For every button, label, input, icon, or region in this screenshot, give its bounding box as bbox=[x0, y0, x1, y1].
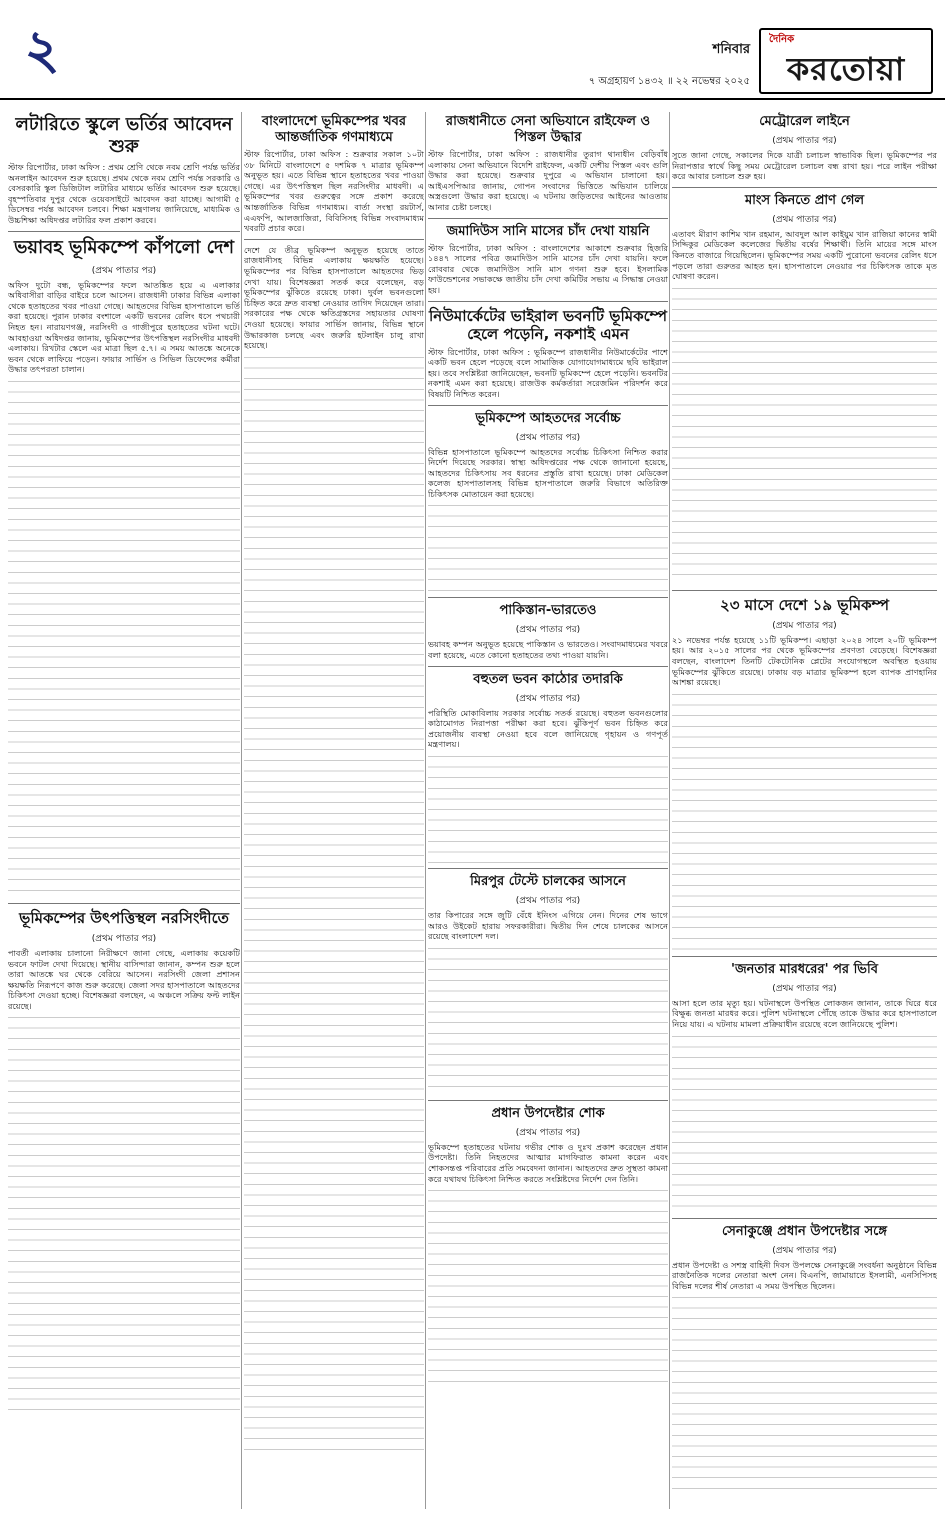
logo-small-text: দৈনিক bbox=[769, 34, 795, 45]
article-body: স্টাফ রিপোর্টার, ঢাকা অফিস : বাংলাদেশের আকাশে শুক্রবার হিজরি ১৪৪৭ সালের পবিত্র জমাদিউস সানি মাসের চাঁদ দেখা যায়নি। ফলে রোববার থেকে জমাদিউস সানি মাস গণনা শুরু হবে। ইসলামিক ফাউন্ডেশনের সভাকক্ষে জাতীয় চাঁদ দেখা কমিটির সভায় এ সিদ্ধান্ত নেওয়া হয়। bbox=[428, 242, 668, 295]
article-body: সুতে জানা গেছে, সকালের দিকে যাত্রী চলাচল স্বাভাবিক ছিল। ভূমিকম্পের পর নিরাপত্তার স্বার্থে কিছু সময় মেট্রোরেল চলাচল বন্ধ রাখা হয়। পরে লাইন পরীক্ষা করে আবার চলাচল শুরু হয়। bbox=[672, 150, 937, 182]
text-continuation bbox=[672, 691, 937, 951]
text-continuation bbox=[672, 285, 937, 585]
column-1 bbox=[8, 112, 240, 1509]
continued-label: (প্রথম পাতার পর) bbox=[515, 625, 581, 636]
text-continuation bbox=[244, 354, 424, 1454]
continued-label: (প্রথম পাতার পর) bbox=[772, 136, 837, 146]
text-continuation bbox=[672, 1294, 937, 1494]
continued-label: (প্রথম পাতার পর) bbox=[515, 1127, 581, 1138]
text-continuation bbox=[428, 753, 668, 863]
continued-label: (প্রথম পাতার পর) bbox=[91, 933, 157, 944]
headline-mirpur-test: মিরপুর টেস্টে চালকের আসনে bbox=[470, 874, 626, 890]
headline-pakistan-india: পাকিস্তান-ভারতেও bbox=[499, 603, 597, 619]
headline-mob-beating: 'জনতার মারধরের' পর ভিবি bbox=[731, 961, 878, 977]
article-body: স্টাফ রিপোর্টার, ঢাকা অফিস : প্রথম শ্রেণি থেকে নবম শ্রেণি পর্যন্ত ভর্তির অনলাইন আবেদন শুরু হয়েছে। প্রথম থেকে নবম শ্রেণি পর্যন্ত সরকারি ও বেসরকারি স্কুল ডিজিটাল লটারির মাধ্যমে ভর্তির আবেদন শুরু হয়েছে। বৃহস্পতিবার দুপুর থেকে ওয়েবসাইটে আবেদন করা যাচ্ছে। আগামী ৫ ডিসেম্বর পর্যন্ত আবেদন চলবে। শিক্ষা মন্ত্রণালয় জানিয়েছে, মাধ্যমিক ও উচ্চশিক্ষা অধিদপ্তর লটারির ফল প্রকাশ করবে। bbox=[8, 162, 240, 225]
masthead bbox=[0, 0, 945, 112]
article-body: ভয়াবহ কম্পন অনুভূত হয়েছে পাকিস্তান ও ভারতেও। সংবাদমাধ্যমের খবরে বলা হয়েছে, এতে কোনো হতাহতের তথ্য পাওয়া যায়নি। bbox=[428, 639, 668, 661]
article-body: স্টাফ রিপোর্টার, ঢাকা অফিস : রাজধানীর তুরাগ থানাধীন বেড়িবাঁধ এলাকায় সেনা অভিযানে বিদেশি রাইফেল, একটি দেশীয় পিস্তল এবং গুলি উদ্ধার করা হয়েছে। শুক্রবার দুপুরে এ অভিযান চালানো হয়। আইএসপিআর জানায়, গোপন সংবাদের ভিত্তিতে অভিযান চালিয়ে অস্ত্রগুলো উদ্ধার করা হয়েছে। এ ঘটনায় জড়িতদের আইনের আওতায় আনার চেষ্টা চলছে। bbox=[428, 149, 668, 212]
article-body: দেশে যে তীব্র ভূমিকম্প অনুভূত হয়েছে তাতে রাজধানীসহ বিভিন্ন এলাকায় ক্ষয়ক্ষতি হয়েছে। ভূমিকম্পের পর বিভিন্ন হাসপাতালে আহতদের ভিড় দেখা যায়। বিশেষজ্ঞরা সতর্ক করে বলেছেন, বড় ভূমিকম্পের ঝুঁকিতে রয়েছে ঢাকা। দুর্বল ভবনগুলো চিহ্নিত করে দ্রুত ব্যবস্থা নেওয়ার তাগিদ দিয়েছেন তারা। সরকারের পক্ষ থেকে ক্ষতিগ্রস্তদের সহায়তার ঘোষণা দেওয়া হয়েছে। ফায়ার সার্ভিস জানায়, বিভিন্ন স্থানে উদ্ধারকাজ চলছে এবং জরুরি হটলাইন চালু রাখা হয়েছে। bbox=[244, 244, 424, 351]
divider bbox=[672, 956, 937, 957]
divider bbox=[672, 1218, 937, 1219]
text-continuation bbox=[428, 1187, 668, 1387]
headline-highrise-oversight: বহুতল ভবন কাঠোর তদারকি bbox=[473, 671, 623, 687]
column-3 bbox=[428, 112, 668, 1509]
continued-label: (প্রথম পাতার পর) bbox=[91, 265, 157, 276]
divider bbox=[672, 187, 937, 188]
divider bbox=[428, 666, 668, 667]
divider bbox=[428, 868, 668, 869]
page-number: ২ bbox=[24, 17, 60, 81]
dateline: ৭ অগ্রহায়ণ ১৪৩২ ॥ ২২ নভেম্বর ২০২৫ bbox=[588, 76, 750, 87]
headline-epicenter-narsingdi: ভূমিকম্পের উৎপত্তিস্থল নরসিংদীতে bbox=[19, 908, 229, 927]
divider bbox=[672, 590, 937, 591]
column-divider bbox=[669, 112, 670, 1509]
weekday: শনিবার bbox=[712, 42, 750, 57]
divider bbox=[428, 301, 668, 302]
article-body: এতাবৎ মীরাণ কাশিম খান রহমান, আবদুল আল কাইয়ুম খান রাজিয়া কানের স্বামী সিদ্দিকুর মেডিকেল কলেজের দ্বিতীয় বর্ষের শিক্ষার্থী। তিনি মায়ের সঙ্গে মাংস কিনতে বাজারে গিয়েছিলেন। ভূমিকম্পের সময় একটি পুরোনো ভবনের রেলিং ধসে পড়লে তারা গুরুতর আহত হন। হাসপাতালে নেওয়ার পর চিকিৎসক তাকে মৃত ঘোষণা করেন। bbox=[672, 228, 937, 282]
article-body: প্রধান উপদেষ্টা ও সশস্ত্র বাহিনী দিবস উপলক্ষে সেনাকুঞ্জে সংবর্ধনা অনুষ্ঠানে বিভিন্ন রাজনৈতিক দলের নেতারা অংশ নেন। বিএনপি, জামায়াতে ইসলামী, এনসিপিসহ বিভিন্ন দলের শীর্ষ নেতারা এ সময় উপস্থিত ছিলেন। bbox=[672, 1259, 937, 1291]
article-body: পাবর্তী এলাকায় চালানো নিরীক্ষণে জানা গেছে, এলাকায় কয়েকটি ভবনে ফাটল দেখা দিয়েছে। স্থানীয় বাসিন্দারা জানান, কম্পন শুরু হলে তারা আতঙ্কে ঘর থেকে বেরিয়ে আসেন। নরসিংদী জেলা প্রশাসন ক্ষয়ক্ষতি নিরূপণে কাজ শুরু করেছে। জেলা সদর হাসপাতালে আহতদের চিকিৎসা দেওয়া হচ্ছে। বিশেষজ্ঞরা বলছেন, এ অঞ্চলে সক্রিয় ফল্ট লাইন রয়েছে। bbox=[8, 947, 240, 1011]
divider bbox=[428, 405, 668, 406]
headline-lottery-admission: লটারিতে স্কুলে ভর্তির আবেদন শুরু bbox=[15, 114, 233, 157]
article-body: অফিস দুটো বন্ধ, ভূমিকম্পের ফলে আতঙ্কিত হয়ে এ এলাকার অধিবাসীরা বাড়ির বাইরে চলে আসেন। রাজধানী ঢাকার বিভিন্ন এলাকা থেকে হতাহতের খবর পাওয়া গেছে। আহতদের বিভিন্ন হাসপাতালে ভর্তি করা হয়েছে। পুরান ঢাকার বংশালে একটি ভবনের রেলিং ধসে পথচারী নিহত হন। নারায়ণগঞ্জ, নরসিংদী ও গাজীপুরে হতাহতের ঘটনা ঘটে। আবহাওয়া অধিদপ্তর জানায়, ভূমিকম্পের উৎপত্তিস্থল নরসিংদীর মাধবদী এলাকায়। রিখটার স্কেলে এর মাত্রা ছিল ৫.৭। এ সময় আতঙ্কে অনেকে ভবন থেকে লাফিয়ে পড়েন। ফায়ার সার্ভিস ও সিভিল ডিফেন্সের কর্মীরা উদ্ধার তৎপরতা চালান। bbox=[8, 279, 240, 375]
article-body: স্টাফ রিপোর্টার, ঢাকা অফিস : শুক্রবার সকাল ১০টা ৩৮ মিনিটে বাংলাদেশে ৫ দশমিক ৭ মাত্রার ভূমিকম্প অনুভূত হয়। এতে বিভিন্ন স্থানে হতাহতের খবর পাওয়া গেছে। এর উৎপত্তিস্থল ছিল নরসিংদীর মাধবদী। এ ভূমিকম্পের খবর গুরুত্বের সঙ্গে প্রকাশ করেছে আন্তর্জাতিক বিভিন্ন গণমাধ্যম। বার্তা সংস্থা রয়টার্স, এএফপি, আলজাজিরা, বিবিসিসহ বিভিন্ন সংবাদমাধ্যম খবরটি প্রচার করে। bbox=[244, 149, 424, 234]
column-4 bbox=[672, 112, 937, 1509]
headline-newmarket-building: নিউমার্কেটের ভাইরাল ভবনটি ভূমিকম্পে হেলে পড়েনি, নকশাই এমন bbox=[429, 306, 667, 343]
continued-label: (প্রথম পাতার পর) bbox=[515, 432, 581, 443]
continued-label: (প্রথম পাতার পর) bbox=[772, 214, 837, 225]
headline-chief-adviser-condolence: প্রধান উপদেষ্টার শোক bbox=[491, 1105, 605, 1121]
divider bbox=[244, 239, 424, 240]
column-2 bbox=[244, 112, 424, 1509]
article-body: স্টাফ রিপোর্টার, ঢাকা অফিস : ভূমিকম্পে রাজধানীর নিউমার্কেটের পাশে একটি ভবন হেলে পড়েছে বলে সামাজিক যোগাযোগমাধ্যমে ছবি ভাইরাল হয়। তবে সংশ্লিষ্টরা জানিয়েছেন, ভবনটি ভূমিকম্পে হেলে পড়েনি। ভবনটির নকশাই এমন করা হয়েছে। রাজউক কর্মকর্তারা সরেজমিন পরিদর্শন করে বিষয়টি নিশ্চিত করেন। bbox=[428, 346, 668, 399]
article-body: বিভিন্ন হাসপাতালে ভূমিকম্পে আহতদের সর্বোচ্চ চিকিৎসা নিশ্চিত করার নির্দেশ দিয়েছে সরকার। স্বাস্থ্য অধিদপ্তরের পক্ষ থেকে জানানো হয়েছে, আহতদের চিকিৎসায় সব ধরনের প্রস্তুতি রাখা হয়েছে। ঢাকা মেডিকেল কলেজ হাসপাতালসহ বিভিন্ন হাসপাতালে জরুরি বিভাগে অতিরিক্ত চিকিৎসক মোতায়েন করা হয়েছে। bbox=[428, 446, 668, 499]
article-body: ২১ নভেম্বর পর্যন্ত হয়েছে ১১টি ভূমিকম্প। এছাড়া ২০২৪ সালে ২০টি ভূমিকম্প হয়। আর ২০১৫ সালের পর থেকে ভূমিকম্পের প্রবণতা বেড়েছে। বিশেষজ্ঞরা বলছেন, বাংলাদেশ তিনটি টেকটোনিক প্লেটের সংযোগস্থলে অবস্থিত হওয়ায় ভূমিকম্পের ঝুঁকিতে রয়েছে। ঢাকায় বড় মাত্রার ভূমিকম্প হলে ব্যাপক প্রাণহানির আশঙ্কা রয়েছে। bbox=[672, 634, 937, 688]
logo-name: করতোয়া bbox=[786, 50, 906, 88]
continued-label: (প্রথম পাতার পর) bbox=[772, 983, 837, 994]
continued-label: (প্রথম পাতার পর) bbox=[515, 693, 581, 704]
divider bbox=[8, 231, 240, 232]
article-body: ভূমিকম্পে হতাহতের ঘটনায় গভীর শোক ও দুঃখ প্রকাশ করেছেন প্রধান উপদেষ্টা। তিনি নিহতদের আত্মার মাগফিরাত কামনা করেন এবং শোকসন্তপ্ত পরিবারের প্রতি সমবেদনা জানান। আহতদের দ্রুত সুস্থতা কামনা করে যথাযথ চিকিৎসা নিশ্চিত করতে সংশ্লিষ্টদের নির্দেশ দেন তিনি। bbox=[428, 1141, 668, 1184]
headline-senakunja: সেনাকুঞ্জে প্রধান উপদেষ্টার সঙ্গে bbox=[721, 1223, 888, 1239]
divider bbox=[428, 1100, 668, 1101]
divider bbox=[428, 218, 668, 219]
divider bbox=[8, 903, 240, 904]
headline-moon-sighting: জমাদিউস সানি মাসের চাঁদ দেখা যায়নি bbox=[446, 223, 650, 239]
text-continuation bbox=[8, 1014, 240, 1414]
article-body: পরিস্থিতি মোকাবিলায় সরকার সর্বোচ্চ সতর্ক রয়েছে। বহুতল ভবনগুলোর কাঠামোগত নিরাপত্তা পরীক্ষা করা হবে। ঝুঁকিপূর্ণ ভবন চিহ্নিত করে প্রয়োজনীয় ব্যবস্থা নেওয়া হবে বলে জানিয়েছে গৃহায়ন ও গণপূর্ত মন্ত্রণালয়। bbox=[428, 707, 668, 750]
headline-army-raid: রাজধানীতে সেনা অভিযানে রাইফেল ও পিস্তল উদ্ধার bbox=[445, 114, 651, 145]
column-divider bbox=[241, 112, 242, 1509]
text-continuation bbox=[428, 502, 668, 592]
continued-label: (প্রথম পাতার পর) bbox=[772, 620, 837, 631]
headline-metrorail: মেট্রোরেল লাইনে bbox=[759, 114, 850, 129]
headline-earthquake-country: ভয়াবহ ভূমিকম্পে কাঁপলো দেশ bbox=[13, 236, 235, 258]
divider bbox=[428, 597, 668, 598]
continued-label: (প্রথম পাতার পর) bbox=[772, 1245, 837, 1256]
newspaper-logo bbox=[759, 28, 933, 94]
headline-international-media: বাংলাদেশে ভূমিকম্পের খবর আন্তর্জাতিক গণমাধ্যমে bbox=[261, 114, 407, 145]
headline-injured-treatment: ভূমিকম্পে আহতদের সর্বোচ্চ bbox=[475, 410, 621, 426]
headline-19-earthquakes: ২৩ মাসে দেশে ১৯ ভূমিকম্প bbox=[719, 595, 889, 614]
headline-meat-purchase: মাংস কিনতে প্রাণ গেল bbox=[744, 192, 865, 208]
text-continuation bbox=[672, 1033, 937, 1213]
article-body: আসা হলে তার মৃত্যু হয়। ঘটনাস্থলে উপস্থিত লোকজন জানান, তাকে ঘিরে ধরে বিক্ষুব্ধ জনতা মারধর করে। পুলিশ ঘটনাস্থলে পৌঁছে তাকে উদ্ধার করে হাসপাতালে নিয়ে যায়। এ ঘটনায় মামলা প্রক্রিয়াধীন রয়েছে বলে জানিয়েছে পুলিশ। bbox=[672, 997, 937, 1029]
column-divider bbox=[425, 112, 426, 1509]
text-continuation bbox=[428, 945, 668, 1095]
top-rule bbox=[0, 98, 945, 100]
continued-label: (প্রথম পাতার পর) bbox=[515, 896, 581, 907]
text-continuation bbox=[8, 378, 240, 898]
article-body: তার কিপারের সঙ্গে জুটি বেঁধে ইনিংস এগিয়ে নেন। দিনের শেষ ভাগে আরও উইকেট হারায় সফরকারীরা। দ্বিতীয় দিন শেষে চালকের আসনে রয়েছে বাংলাদেশ দল। bbox=[428, 910, 668, 942]
